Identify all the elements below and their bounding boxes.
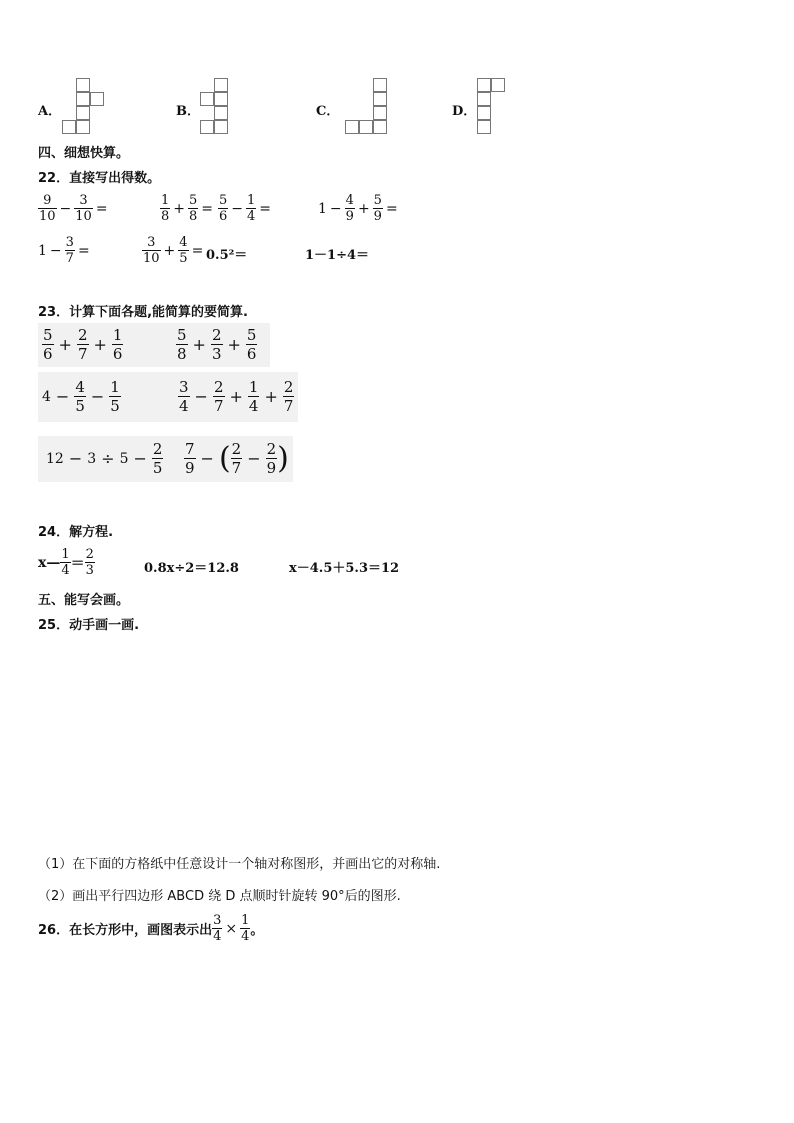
q24-eq-1: x — $\frac{1}{4}$ ＝ $\frac{2}{3}$ xyxy=(38,547,94,578)
q22-expr-7: 0.5²＝ xyxy=(206,248,248,263)
q24-title: 24．解方程. xyxy=(38,525,114,540)
q22-expr-5: 1 − $\frac{3}{7}$ = xyxy=(38,235,90,266)
q23-expr-1: $\frac{5}{6}$ + $\frac{2}{7}$ + $\frac{1}{6}$ xyxy=(43,326,123,363)
q22-expr-4: 1 − $\frac{4}{9}$ + $\frac{5}{9}$ = xyxy=(318,193,398,224)
q22-expr-1: $\frac{9}{10}$ − $\frac{3}{10}$ = xyxy=(39,193,108,224)
q23-expr-2: $\frac{5}{8}$ + $\frac{2}{3}$ + $\frac{5}{6}$ xyxy=(177,326,257,363)
q22-expr-6: $\frac{3}{10}$ + $\frac{4}{5}$ = xyxy=(143,235,204,266)
option-d-label: D． xyxy=(452,104,477,119)
option-c-label: C． xyxy=(316,104,340,119)
q24-eq-2: 0.8x÷2＝12.8 xyxy=(144,561,239,576)
q25-part-2: （2）画出平行四边形 ABCD 绕 D 点顺时针旋转 90°后的图形. xyxy=(38,889,401,904)
q23-expr-4: $\frac{3}{4}$ − $\frac{2}{7}$ + $\frac{1}{4}$ + $\frac{2}{7}$ xyxy=(179,378,294,415)
q22-expr-3: $\frac{5}{6}$ − $\frac{1}{4}$ = xyxy=(219,193,272,224)
option-b-label: B． xyxy=(176,104,200,119)
q25-title: 25．动手画一画. xyxy=(38,618,140,633)
q22-expr-2: $\frac{1}{8}$ + $\frac{5}{8}$ = xyxy=(161,193,214,224)
q26-title: 26．在长方形中，画图表示出 $\frac{3}{4}$ × $\frac{1}{4}$ 。 xyxy=(38,913,264,944)
q23-expr-3: 4 − $\frac{4}{5}$ − $\frac{1}{5}$ xyxy=(42,378,120,415)
section-4-heading: 四、细想快算。 xyxy=(38,146,130,161)
q24-eq-3: x－4.5＋5.3＝12 xyxy=(289,561,400,576)
option-a-label: A． xyxy=(38,104,62,119)
q25-part-1: （1）在下面的方格纸中任意设计一个轴对称图形，并画出它的对称轴. xyxy=(38,857,441,872)
q23-expr-6: $\frac{7}{9}$ − ( $\frac{2}{7}$ − $\frac{2}{9}$ ) xyxy=(185,440,289,477)
q22-expr-8: 1－1÷4＝ xyxy=(305,248,370,263)
q23-title: 23．计算下面各题,能简算的要简算. xyxy=(38,305,248,320)
section-5-heading: 五、能写会画。 xyxy=(38,593,130,608)
q22-title: 22．直接写出得数。 xyxy=(38,171,161,186)
q23-expr-5: 12 − 3 ÷ 5 − $\frac{2}{5}$ xyxy=(46,440,163,477)
